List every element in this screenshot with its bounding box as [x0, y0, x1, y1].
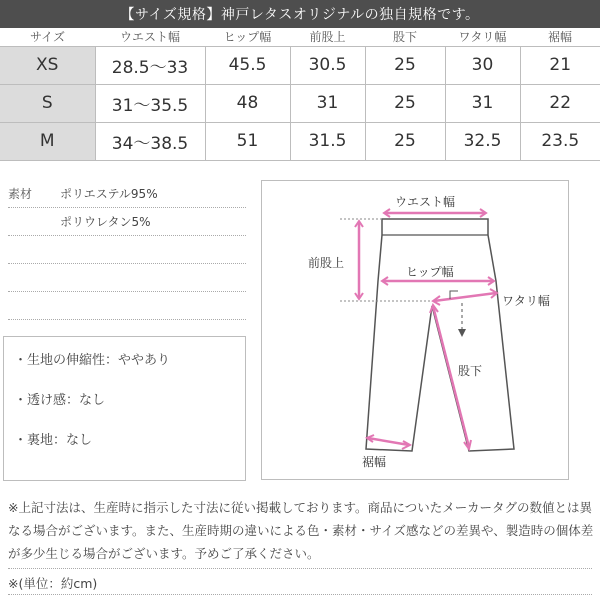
- header-hem: 裾幅: [520, 28, 600, 46]
- page-title: 【サイズ規格】神戸レタスオリジナルの独自規格です。: [0, 0, 600, 28]
- table-cell: 30.5: [290, 46, 365, 84]
- divider: [8, 594, 592, 595]
- pants-diagram: [262, 181, 570, 481]
- table-cell: 31: [290, 84, 365, 122]
- material-label: 素材: [8, 187, 33, 201]
- divider: [8, 568, 592, 569]
- table-row: [0, 46, 600, 84]
- note-lining: ・裏地：なし: [14, 433, 93, 448]
- header-waist: ウエスト幅: [95, 28, 205, 46]
- table-cell: 48: [205, 84, 290, 122]
- table-cell: 25: [365, 46, 445, 84]
- table-cell: 45.5: [205, 46, 290, 84]
- header-thigh: ワタリ幅: [445, 28, 520, 46]
- size-table: [0, 28, 600, 161]
- table-cell: 51: [205, 122, 290, 160]
- material-section: [8, 180, 246, 320]
- table-cell: 28.5〜33: [95, 46, 205, 84]
- unit-note: ※(単位：約cm): [8, 576, 98, 591]
- size-table-header: [0, 28, 600, 46]
- table-cell: 34〜38.5: [95, 122, 205, 160]
- table-row: [0, 84, 600, 122]
- table-cell: 22: [520, 84, 600, 122]
- table-cell: 30: [445, 46, 520, 84]
- material-row-empty: [8, 264, 246, 292]
- table-row: [0, 122, 600, 160]
- label-hip: ヒップ幅: [406, 265, 454, 279]
- table-cell: 31.5: [290, 122, 365, 160]
- table-cell: 25: [365, 122, 445, 160]
- material-row-empty: [8, 236, 246, 264]
- table-cell: 31〜35.5: [95, 84, 205, 122]
- table-cell: 31: [445, 84, 520, 122]
- note-stretch: ・生地の伸縮性：ややあり: [14, 353, 171, 368]
- size-cell: S: [0, 84, 95, 122]
- table-cell: 32.5: [445, 122, 520, 160]
- label-waist: ウエスト幅: [395, 195, 456, 209]
- measurement-diagram: [261, 180, 569, 480]
- material-row: [8, 208, 246, 236]
- fabric-notes: [3, 336, 246, 481]
- material-value: ポリウレタン5%: [60, 215, 151, 229]
- note-sheerness: ・透け感：なし: [14, 393, 106, 408]
- label-hem: 裾幅: [362, 455, 387, 469]
- label-front-rise: 前股上: [308, 256, 345, 270]
- material-row: [8, 180, 246, 208]
- material-row-empty: [8, 292, 246, 320]
- header-inseam: 股下: [365, 28, 445, 46]
- material-value: ポリエステル95%: [60, 187, 158, 201]
- header-front-rise: 前股上: [290, 28, 365, 46]
- header-size: サイズ: [0, 28, 95, 46]
- header-hip: ヒップ幅: [205, 28, 290, 46]
- label-inseam: 股下: [458, 364, 483, 378]
- table-cell: 25: [365, 84, 445, 122]
- size-cell: M: [0, 122, 95, 160]
- table-cell: 21: [520, 46, 600, 84]
- size-cell: XS: [0, 46, 95, 84]
- label-thigh: ワタリ幅: [502, 294, 550, 308]
- table-cell: 23.5: [520, 122, 600, 160]
- disclaimer-note: ※上記寸法は、生産時に指示した寸法に従い掲載しております。商品についたメーカータグの数値とは異なる場合がございます。また、生産時期の違いによる色・素材・サイズ感などの差異や、製造時の個体差が多少生じる場合がございます。予めご了承ください。: [8, 500, 594, 561]
